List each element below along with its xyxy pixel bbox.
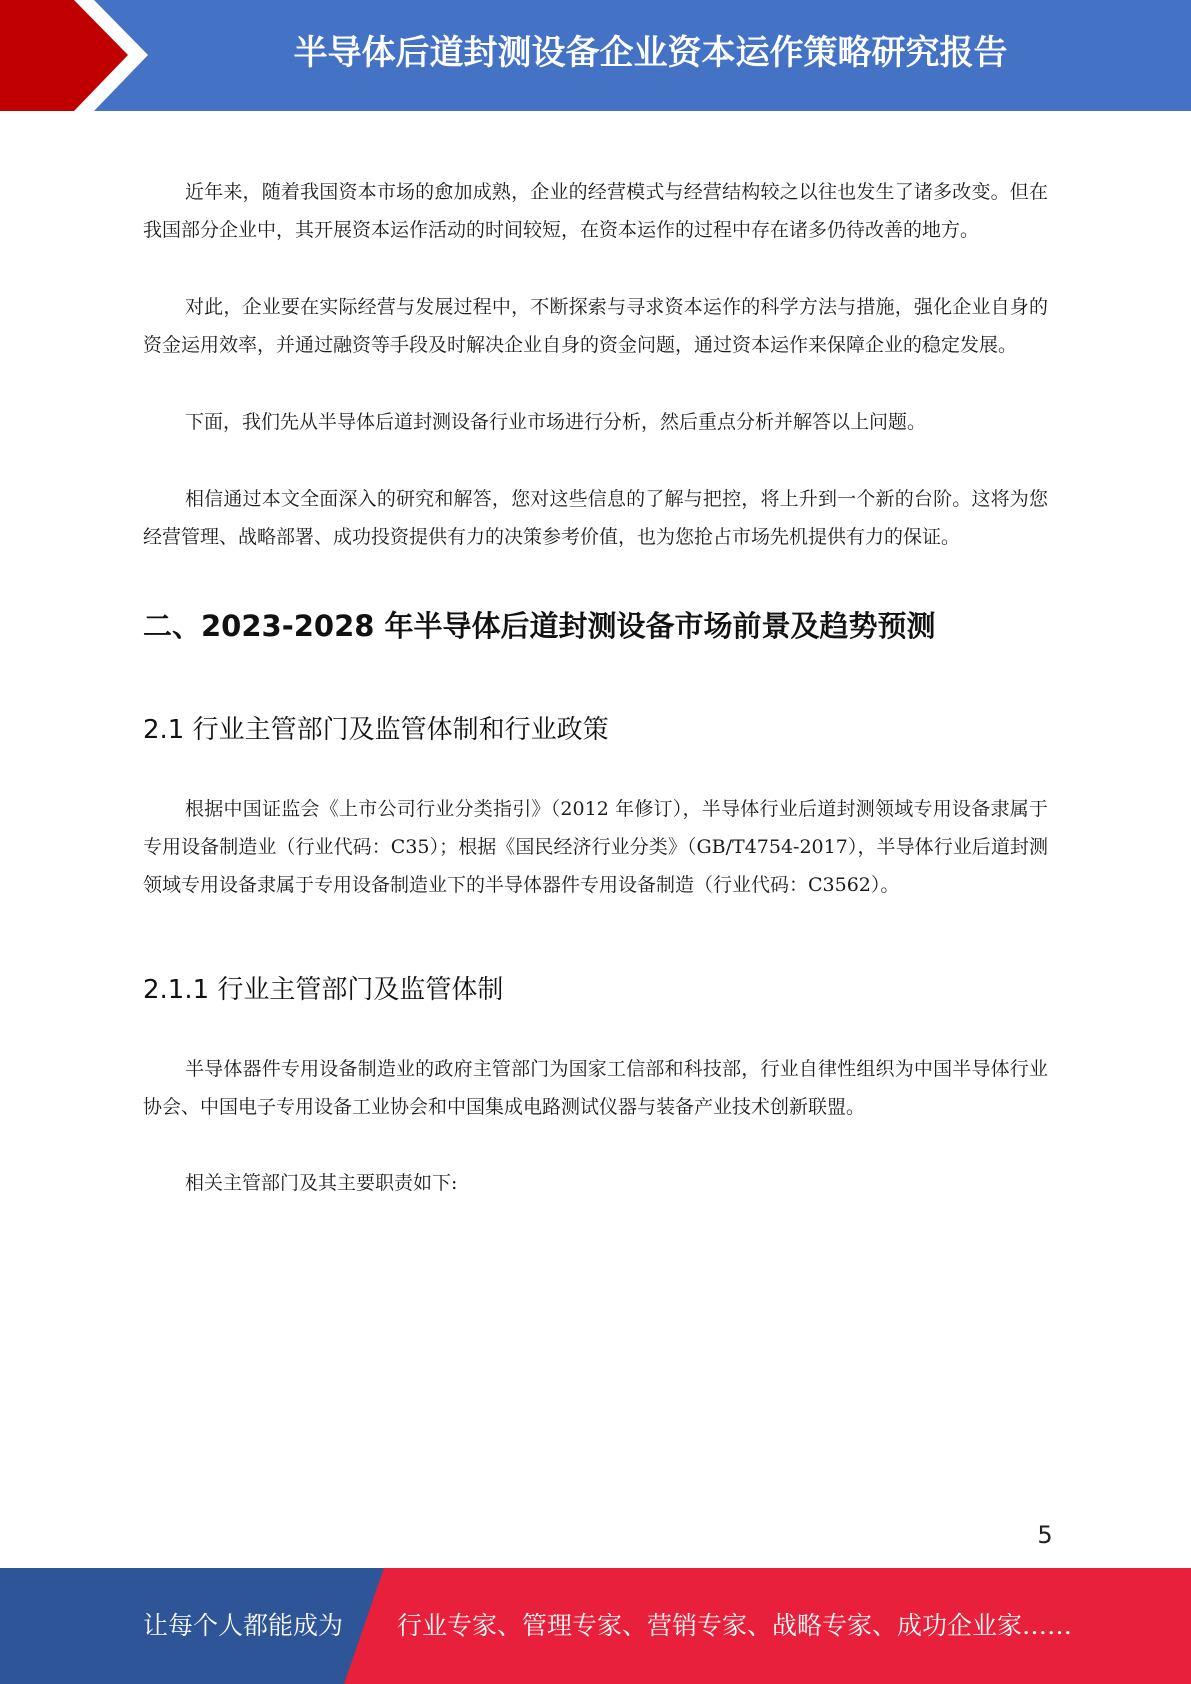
section-2-1-paragraph: 根据中国证监会《上市公司行业分类指引》（2012 年修订），半导体行业后道封测领域专用设备隶属于专用设备制造业（行业代码：C35）；根据《国民经济行业分类》（GB/T4754-2017），半导体行业后道封测领域专用设备隶属于专用设备制造业下的半导体器件专用设备制造（行业代码：C3562）。	[143, 798, 1048, 896]
section-2-1-heading: 2.1 行业主管部门及监管体制和行业政策	[143, 715, 609, 745]
report-title: 半导体后道封测设备企业资本运作策略研究报告	[293, 33, 1008, 73]
page-footer	[0, 1568, 1191, 1684]
section-2-1-1-paragraph-2: 相关主管部门及其主要职责如下:	[185, 1172, 458, 1194]
footer-slogan-right: 行业专家、管理专家、营销专家、战略专家、成功企业家……	[397, 1611, 1073, 1640]
footer-slogan-left: 让每个人都能成为	[143, 1611, 344, 1640]
section-2-1-1-heading: 2.1.1 行业主管部门及监管体制	[143, 975, 504, 1005]
intro-paragraph-1: 近年来，随着我国资本市场的愈加成熟，企业的经营模式与经营结构较之以往也发生了诸多改变。但在我国部分企业中，其开展资本运作活动的时间较短，在资本运作的过程中存在诸多仍待改善的地方。	[143, 181, 1048, 241]
page-number: 5	[1037, 1521, 1053, 1549]
intro-paragraph-2: 对此，企业要在实际经营与发展过程中，不断探索与寻求资本运作的科学方法与措施，强化企业自身的资金运用效率，并通过融资等手段及时解决企业自身的资金问题，通过资本运作来保障企业的稳定发展。	[143, 296, 1048, 356]
intro-paragraph-4: 相信通过本文全面深入的研究和解答，您对这些信息的了解与把控，将上升到一个新的台阶。这将为您经营管理、战略部署、成功投资提供有力的决策参考价值，也为您抢占市场先机提供有力的保证。	[143, 488, 1048, 548]
intro-paragraph-3: 下面，我们先从半导体后道封测设备行业市场进行分析，然后重点分析并解答以上问题。	[185, 411, 927, 433]
document-body	[143, 173, 1048, 1202]
section-2-1-1-paragraph-1: 半导体器件专用设备制造业的政府主管部门为国家工信部和科技部，行业自律性组织为中国半导体行业协会、中国电子专用设备工业协会和中国集成电路测试仪器与装备产业技术创新联盟。	[143, 1058, 1048, 1118]
page-header	[0, 0, 1191, 111]
section-2-heading: 二、2023-2028 年半导体后道封测设备市场前景及趋势预测	[143, 609, 936, 643]
